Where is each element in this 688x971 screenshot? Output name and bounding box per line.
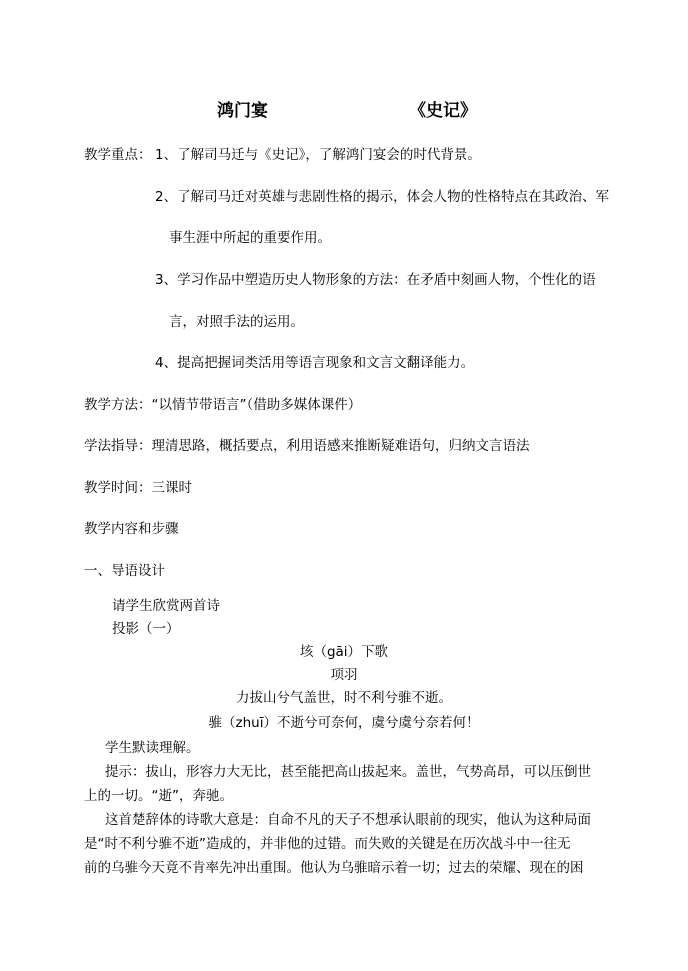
document-source: 《史记》 xyxy=(409,101,477,121)
projection-label: 投影（一） xyxy=(112,621,180,637)
focus-item-2-cont: 事生涯中所起的重要作用。 xyxy=(169,230,331,246)
focus-item-2: 2、了解司马迁对英雄与悲剧性格的揭示，体会人物的性格特点在其政治、军 xyxy=(155,189,610,205)
paragraph-line-1: 这首楚辞体的诗歌大意是：自命不凡的天子不想承认眼前的现实，他认为这种局面 xyxy=(105,812,591,828)
hint-line-2: 上的一切。“逝”，奔驰。 xyxy=(84,788,233,804)
poem-title: 垓（gāi）下歌 xyxy=(299,644,389,660)
poem-author: 项羽 xyxy=(330,667,358,683)
hint-line-1: 提示：拔山，形容力大无比，甚至能把高山拔起来。盖世，气势高昂，可以压倒世 xyxy=(105,764,591,780)
study-guide: 学法指导：理清思路，概括要点，利用语感来推断疑难语句，归纳文言语法 xyxy=(84,438,530,454)
document-title: 鸿门宴 xyxy=(217,101,268,121)
prompt-text: 请学生欣赏两首诗 xyxy=(112,598,220,614)
focus-label: 教学重点： xyxy=(84,147,152,163)
teaching-method: 教学方法：“以情节带语言”（借助多媒体课件） xyxy=(84,397,362,413)
focus-item-1: 1、了解司马迁与《史记》，了解鸿门宴会的时代背景。 xyxy=(155,147,481,163)
section-heading: 一、导语设计 xyxy=(84,563,165,579)
paragraph-line-3: 前的乌骓今天竟不肯率先冲出重围。他认为乌骓暗示着一切；过去的荣耀、现在的困 xyxy=(84,860,584,876)
content-heading: 教学内容和步骤 xyxy=(84,521,179,537)
focus-item-3-cont: 言，对照手法的运用。 xyxy=(169,314,304,330)
focus-item-4: 4、提高把握词类活用等语言现象和文言文翻译能力。 xyxy=(155,355,475,371)
poem-line-2: 骓（zhuī）不逝兮可奈何，虞兮虞兮奈若何！ xyxy=(208,715,480,731)
teaching-time: 教学时间：三课时 xyxy=(84,480,192,496)
poem-line-1: 力拔山兮气盖世，时不利兮骓不逝。 xyxy=(236,690,452,706)
paragraph-line-2: 是“时不利兮骓不逝”造成的，并非他的过错。而失败的关键是在历次战斗中一往无 xyxy=(84,836,571,852)
focus-item-3: 3、学习作品中塑造历史人物形象的方法：在矛盾中刻画人物，个性化的语 xyxy=(155,272,596,288)
read-instruction: 学生默读理解。 xyxy=(105,740,200,756)
